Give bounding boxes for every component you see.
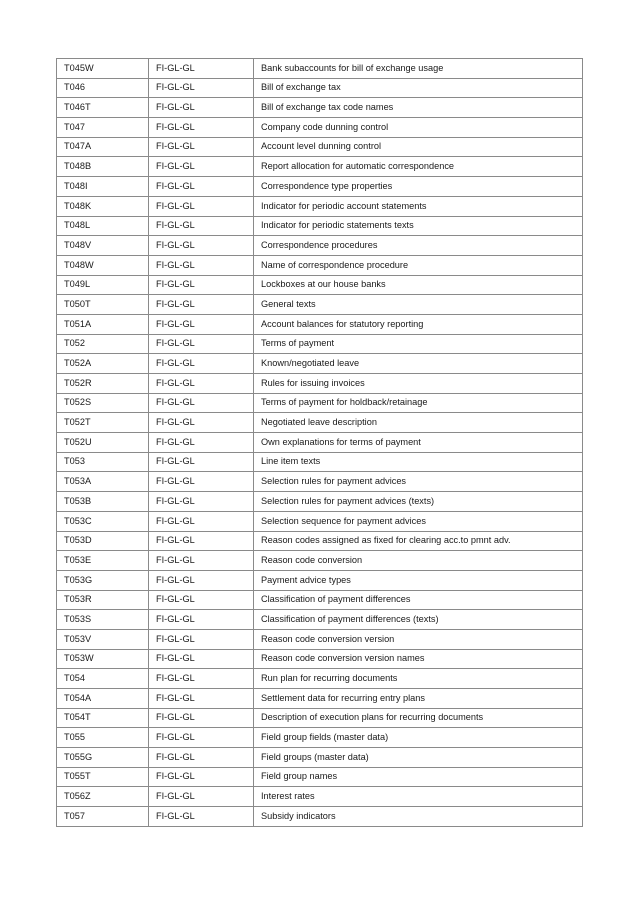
table-row: [57, 472, 583, 492]
component-cell: FI-GL-GL: [149, 196, 254, 216]
description-cell: Subsidy indicators: [254, 807, 583, 827]
component-cell: FI-GL-GL: [149, 433, 254, 453]
table-name-cell: T047: [57, 118, 149, 138]
component-cell: FI-GL-GL: [149, 629, 254, 649]
component-cell: FI-GL-GL: [149, 177, 254, 197]
table-name-cell: T052T: [57, 413, 149, 433]
table-body: [57, 59, 583, 827]
description-cell: Rules for issuing invoices: [254, 374, 583, 394]
component-cell: FI-GL-GL: [149, 413, 254, 433]
table-row: [57, 98, 583, 118]
table-name-cell: T053G: [57, 570, 149, 590]
description-cell: Own explanations for terms of payment: [254, 433, 583, 453]
table-name-cell: T046: [57, 78, 149, 98]
description-cell: Selection sequence for payment advices: [254, 511, 583, 531]
description-cell: Run plan for recurring documents: [254, 669, 583, 689]
table-name-cell: T048W: [57, 255, 149, 275]
component-cell: FI-GL-GL: [149, 452, 254, 472]
component-cell: FI-GL-GL: [149, 393, 254, 413]
table-row: [57, 669, 583, 689]
table-name-cell: T054A: [57, 689, 149, 709]
table-name-cell: T048K: [57, 196, 149, 216]
table-row: [57, 610, 583, 630]
table-row: [57, 767, 583, 787]
component-cell: FI-GL-GL: [149, 275, 254, 295]
description-cell: Company code dunning control: [254, 118, 583, 138]
description-cell: Account balances for statutory reporting: [254, 314, 583, 334]
table-row: [57, 137, 583, 157]
table-name-cell: T052: [57, 334, 149, 354]
table-row: [57, 433, 583, 453]
description-cell: Selection rules for payment advices (texts): [254, 492, 583, 512]
component-cell: FI-GL-GL: [149, 216, 254, 236]
description-cell: Description of execution plans for recurring documents: [254, 708, 583, 728]
component-cell: FI-GL-GL: [149, 157, 254, 177]
table-row: [57, 177, 583, 197]
component-cell: FI-GL-GL: [149, 570, 254, 590]
table-row: [57, 649, 583, 669]
table-name-cell: T055T: [57, 767, 149, 787]
table-row: [57, 728, 583, 748]
description-cell: Bank subaccounts for bill of exchange usage: [254, 59, 583, 79]
component-cell: FI-GL-GL: [149, 374, 254, 394]
description-cell: Settlement data for recurring entry plans: [254, 689, 583, 709]
table-row: [57, 295, 583, 315]
table-row: [57, 216, 583, 236]
table-name-cell: T050T: [57, 295, 149, 315]
description-cell: Indicator for periodic statements texts: [254, 216, 583, 236]
description-cell: Field group names: [254, 767, 583, 787]
table-row: [57, 590, 583, 610]
table-row: [57, 570, 583, 590]
table-name-cell: T053B: [57, 492, 149, 512]
description-cell: Reason codes assigned as fixed for clearing acc.to pmnt adv.: [254, 531, 583, 551]
description-cell: Bill of exchange tax code names: [254, 98, 583, 118]
component-cell: FI-GL-GL: [149, 649, 254, 669]
table-row: [57, 531, 583, 551]
description-cell: Terms of payment: [254, 334, 583, 354]
description-cell: Correspondence procedures: [254, 236, 583, 256]
component-cell: FI-GL-GL: [149, 590, 254, 610]
table-name-cell: T052U: [57, 433, 149, 453]
table-name-cell: T047A: [57, 137, 149, 157]
table-row: [57, 78, 583, 98]
description-cell: Account level dunning control: [254, 137, 583, 157]
table-row: [57, 354, 583, 374]
table-name-cell: T048L: [57, 216, 149, 236]
description-cell: Field groups (master data): [254, 748, 583, 768]
table-name-cell: T054: [57, 669, 149, 689]
table-name-cell: T053C: [57, 511, 149, 531]
table-name-cell: T053S: [57, 610, 149, 630]
component-cell: FI-GL-GL: [149, 472, 254, 492]
table-row: [57, 393, 583, 413]
component-cell: FI-GL-GL: [149, 59, 254, 79]
table-name-cell: T054T: [57, 708, 149, 728]
table-row: [57, 689, 583, 709]
table-row: [57, 334, 583, 354]
table-row: [57, 236, 583, 256]
description-cell: Classification of payment differences (texts): [254, 610, 583, 630]
component-cell: FI-GL-GL: [149, 78, 254, 98]
component-cell: FI-GL-GL: [149, 295, 254, 315]
description-cell: Reason code conversion version: [254, 629, 583, 649]
component-cell: FI-GL-GL: [149, 787, 254, 807]
description-cell: Classification of payment differences: [254, 590, 583, 610]
table-name-cell: T051A: [57, 314, 149, 334]
description-cell: Lockboxes at our house banks: [254, 275, 583, 295]
table-row: [57, 492, 583, 512]
table-row: [57, 452, 583, 472]
table-name-cell: T053D: [57, 531, 149, 551]
description-cell: Name of correspondence procedure: [254, 255, 583, 275]
component-cell: FI-GL-GL: [149, 728, 254, 748]
table-row: [57, 413, 583, 433]
table-row: [57, 511, 583, 531]
table-name-cell: T048V: [57, 236, 149, 256]
component-cell: FI-GL-GL: [149, 236, 254, 256]
description-cell: General texts: [254, 295, 583, 315]
component-cell: FI-GL-GL: [149, 118, 254, 138]
table-row: [57, 551, 583, 571]
table-name-cell: T053W: [57, 649, 149, 669]
table-name-cell: T053E: [57, 551, 149, 571]
description-cell: Payment advice types: [254, 570, 583, 590]
table-row: [57, 118, 583, 138]
component-cell: FI-GL-GL: [149, 689, 254, 709]
table-row: [57, 255, 583, 275]
table-name-cell: T056Z: [57, 787, 149, 807]
table-name-cell: T053V: [57, 629, 149, 649]
table-name-cell: T057: [57, 807, 149, 827]
table-name-cell: T053A: [57, 472, 149, 492]
table-name-cell: T048B: [57, 157, 149, 177]
description-cell: Correspondence type properties: [254, 177, 583, 197]
table-row: [57, 787, 583, 807]
table-name-cell: T053R: [57, 590, 149, 610]
description-cell: Selection rules for payment advices: [254, 472, 583, 492]
sap-table-list: [56, 58, 583, 827]
description-cell: Line item texts: [254, 452, 583, 472]
component-cell: FI-GL-GL: [149, 334, 254, 354]
component-cell: FI-GL-GL: [149, 511, 254, 531]
table-row: [57, 157, 583, 177]
description-cell: Indicator for periodic account statements: [254, 196, 583, 216]
component-cell: FI-GL-GL: [149, 669, 254, 689]
table-row: [57, 196, 583, 216]
component-cell: FI-GL-GL: [149, 255, 254, 275]
table-name-cell: T055: [57, 728, 149, 748]
table-row: [57, 59, 583, 79]
table-name-cell: T048I: [57, 177, 149, 197]
description-cell: Interest rates: [254, 787, 583, 807]
component-cell: FI-GL-GL: [149, 354, 254, 374]
description-cell: Field group fields (master data): [254, 728, 583, 748]
component-cell: FI-GL-GL: [149, 314, 254, 334]
description-cell: Report allocation for automatic correspondence: [254, 157, 583, 177]
component-cell: FI-GL-GL: [149, 748, 254, 768]
table-row: [57, 629, 583, 649]
component-cell: FI-GL-GL: [149, 708, 254, 728]
description-cell: Known/negotiated leave: [254, 354, 583, 374]
table-name-cell: T049L: [57, 275, 149, 295]
table-row: [57, 374, 583, 394]
description-cell: Terms of payment for holdback/retainage: [254, 393, 583, 413]
component-cell: FI-GL-GL: [149, 610, 254, 630]
component-cell: FI-GL-GL: [149, 137, 254, 157]
table-row: [57, 275, 583, 295]
table-row: [57, 748, 583, 768]
component-cell: FI-GL-GL: [149, 807, 254, 827]
component-cell: FI-GL-GL: [149, 767, 254, 787]
component-cell: FI-GL-GL: [149, 551, 254, 571]
table-row: [57, 807, 583, 827]
table-row: [57, 314, 583, 334]
table-name-cell: T046T: [57, 98, 149, 118]
table-row: [57, 708, 583, 728]
table-name-cell: T052R: [57, 374, 149, 394]
table-name-cell: T052A: [57, 354, 149, 374]
component-cell: FI-GL-GL: [149, 492, 254, 512]
table-name-cell: T053: [57, 452, 149, 472]
description-cell: Bill of exchange tax: [254, 78, 583, 98]
table-name-cell: T055G: [57, 748, 149, 768]
description-cell: Reason code conversion version names: [254, 649, 583, 669]
component-cell: FI-GL-GL: [149, 98, 254, 118]
description-cell: Reason code conversion: [254, 551, 583, 571]
component-cell: FI-GL-GL: [149, 531, 254, 551]
table-name-cell: T045W: [57, 59, 149, 79]
document-page: [56, 58, 582, 827]
table-name-cell: T052S: [57, 393, 149, 413]
description-cell: Negotiated leave description: [254, 413, 583, 433]
